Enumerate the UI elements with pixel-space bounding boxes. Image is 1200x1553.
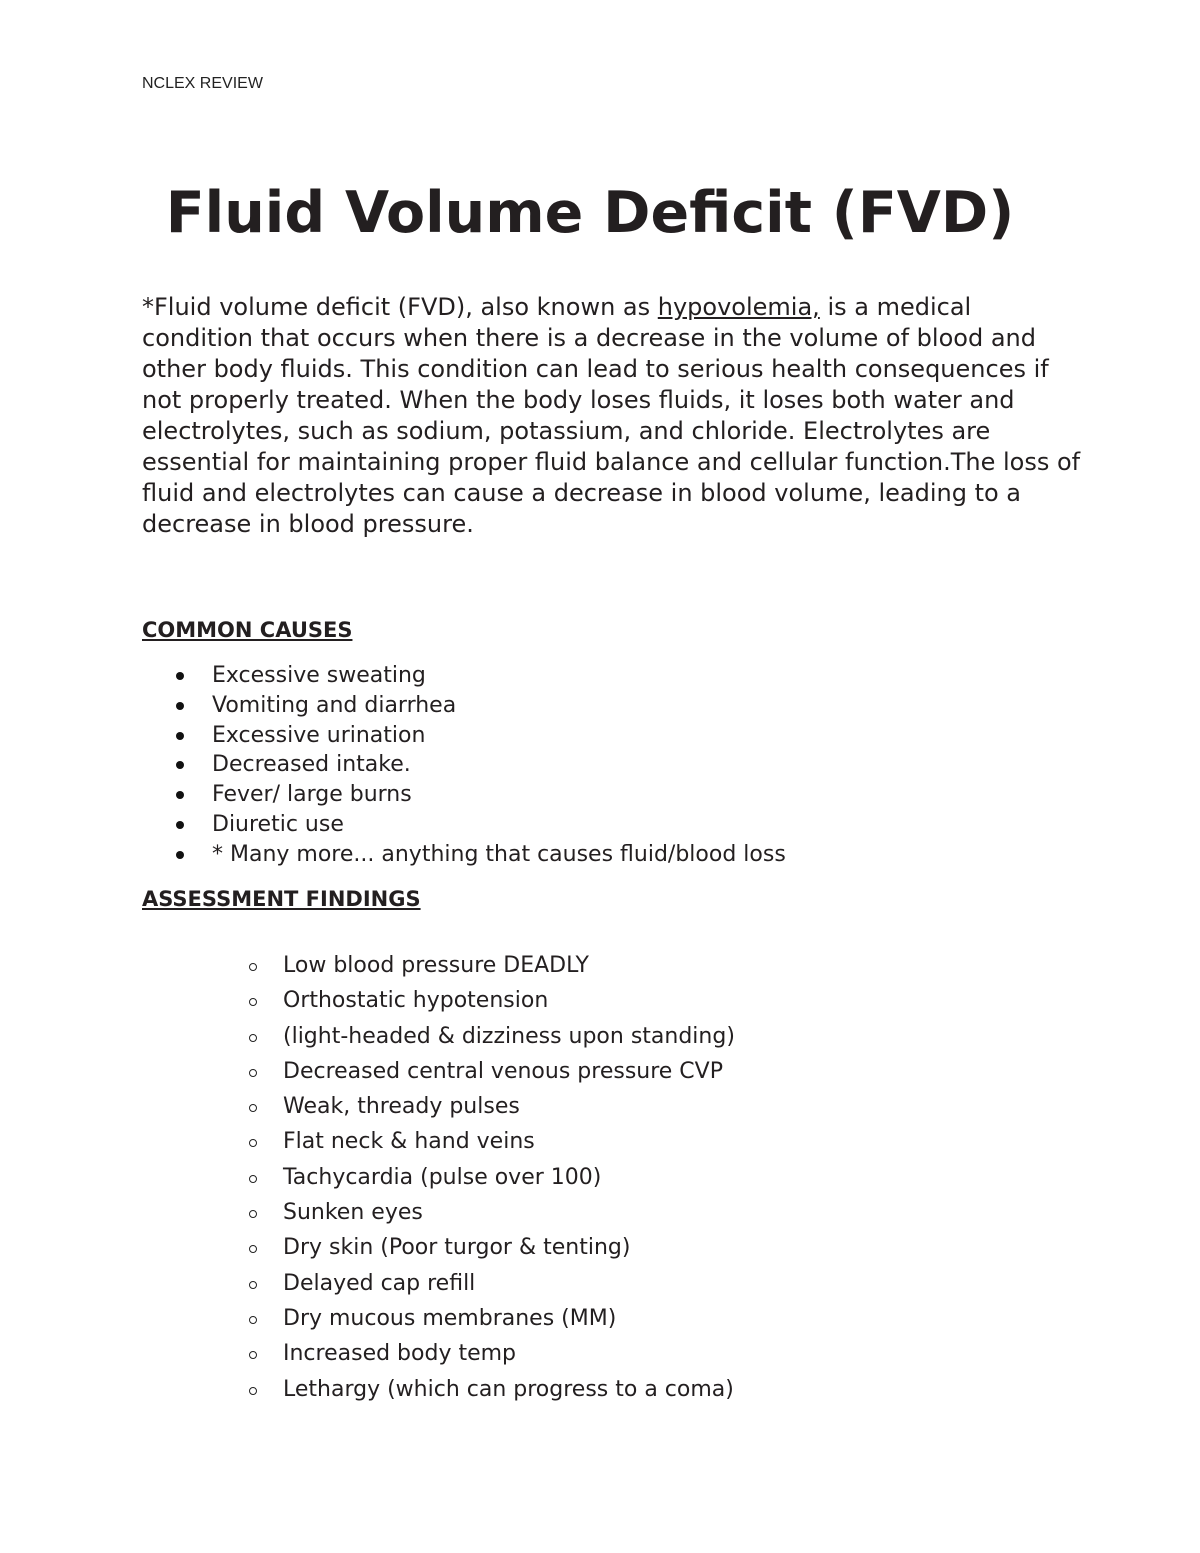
finding-item-text: Increased body temp xyxy=(283,1341,517,1367)
finding-item xyxy=(142,1195,1042,1230)
cause-item-text: Decreased intake. xyxy=(212,752,411,778)
page-header-label: NCLEX REVIEW xyxy=(142,75,263,92)
finding-item xyxy=(142,948,1042,983)
hollow-bullet-icon xyxy=(249,1387,257,1395)
assessment-findings-list xyxy=(142,948,1042,1407)
finding-item xyxy=(142,1019,1042,1054)
cause-item xyxy=(142,750,1042,780)
hollow-bullet-icon xyxy=(249,1245,257,1253)
hollow-bullet-icon xyxy=(249,1034,257,1042)
finding-item-text: Tachycardia (pulse over 100) xyxy=(283,1164,602,1190)
cause-item-text: Diuretic use xyxy=(212,811,344,837)
bullet-icon xyxy=(176,732,184,740)
finding-item xyxy=(142,1336,1042,1371)
finding-item xyxy=(142,1230,1042,1265)
finding-item xyxy=(142,1372,1042,1407)
finding-item-text: Orthostatic hypotension xyxy=(283,988,549,1014)
finding-item-text: Flat neck & hand veins xyxy=(283,1129,535,1155)
bullet-icon xyxy=(176,821,184,829)
finding-item-text: Weak, thready pulses xyxy=(283,1094,520,1120)
cause-item xyxy=(142,810,1042,840)
finding-item xyxy=(142,983,1042,1018)
hypovolemia-term: hypovolemia, xyxy=(657,293,820,321)
finding-item xyxy=(142,1124,1042,1159)
finding-item-text: Decreased central venous pressure CVP xyxy=(283,1058,723,1084)
finding-item xyxy=(142,1160,1042,1195)
hollow-bullet-icon xyxy=(249,1104,257,1112)
common-causes-list xyxy=(142,661,1042,870)
cause-item xyxy=(142,691,1042,721)
intro-paragraph xyxy=(142,292,1082,540)
cause-item-text: Excessive sweating xyxy=(212,663,426,688)
cause-item xyxy=(142,840,1042,870)
finding-item xyxy=(142,1089,1042,1124)
hollow-bullet-icon xyxy=(249,1281,257,1289)
finding-item-text: Delayed cap refill xyxy=(283,1270,476,1296)
hollow-bullet-icon xyxy=(249,1316,257,1324)
finding-item xyxy=(142,1266,1042,1301)
bullet-icon xyxy=(176,761,184,769)
common-causes-heading: COMMON CAUSES xyxy=(142,618,353,642)
intro-text-rest: is a medical condition that occurs when there is a decrease in the volume of blood and other body fluids. This condition can lead to serious health consequences if not properly treated. When the body loses fluids, it loses both water and electrolytes, such as sodium, potassium, and chloride. Electrolytes are essential for maintaining proper fluid balance and cellular function.The loss of fluid and electrolytes can cause a decrease in blood volume, leading to a decrease in blood pressure. xyxy=(142,293,1081,538)
finding-item-text: (light-headed & dizziness upon standing) xyxy=(283,1023,735,1049)
bullet-icon xyxy=(176,702,184,710)
hollow-bullet-icon xyxy=(249,963,257,971)
hollow-bullet-icon xyxy=(249,1351,257,1359)
cause-item-text: Vomiting and diarrhea xyxy=(212,692,457,718)
finding-item xyxy=(142,1054,1042,1089)
finding-item-text: Low blood pressure DEADLY xyxy=(283,953,589,978)
hollow-bullet-icon xyxy=(249,1139,257,1147)
cause-item-text: Fever/ large burns xyxy=(212,782,412,808)
cause-item-text: Excessive urination xyxy=(212,722,426,748)
finding-item-text: Lethargy (which can progress to a coma) xyxy=(283,1376,734,1402)
hollow-bullet-icon xyxy=(249,1210,257,1218)
cause-item xyxy=(142,721,1042,751)
cause-item-text: * Many more... anything that causes fluid/blood loss xyxy=(212,841,786,867)
hollow-bullet-icon xyxy=(249,1175,257,1183)
bullet-icon xyxy=(176,851,184,859)
assessment-findings-heading: ASSESSMENT FINDINGS xyxy=(142,887,421,911)
hollow-bullet-icon xyxy=(249,1069,257,1077)
finding-item-text: Dry skin (Poor turgor & tenting) xyxy=(283,1235,631,1261)
cause-item xyxy=(142,661,1042,691)
page-title: Fluid Volume Deficit (FVD) xyxy=(165,180,1015,246)
finding-item xyxy=(142,1301,1042,1336)
bullet-icon xyxy=(176,672,184,680)
bullet-icon xyxy=(176,791,184,799)
finding-item-text: Sunken eyes xyxy=(283,1200,423,1226)
hollow-bullet-icon xyxy=(249,998,257,1006)
intro-text-start: *Fluid volume deficit (FVD), also known as xyxy=(142,293,658,321)
cause-item xyxy=(142,780,1042,810)
finding-item-text: Dry mucous membranes (MM) xyxy=(283,1305,617,1331)
